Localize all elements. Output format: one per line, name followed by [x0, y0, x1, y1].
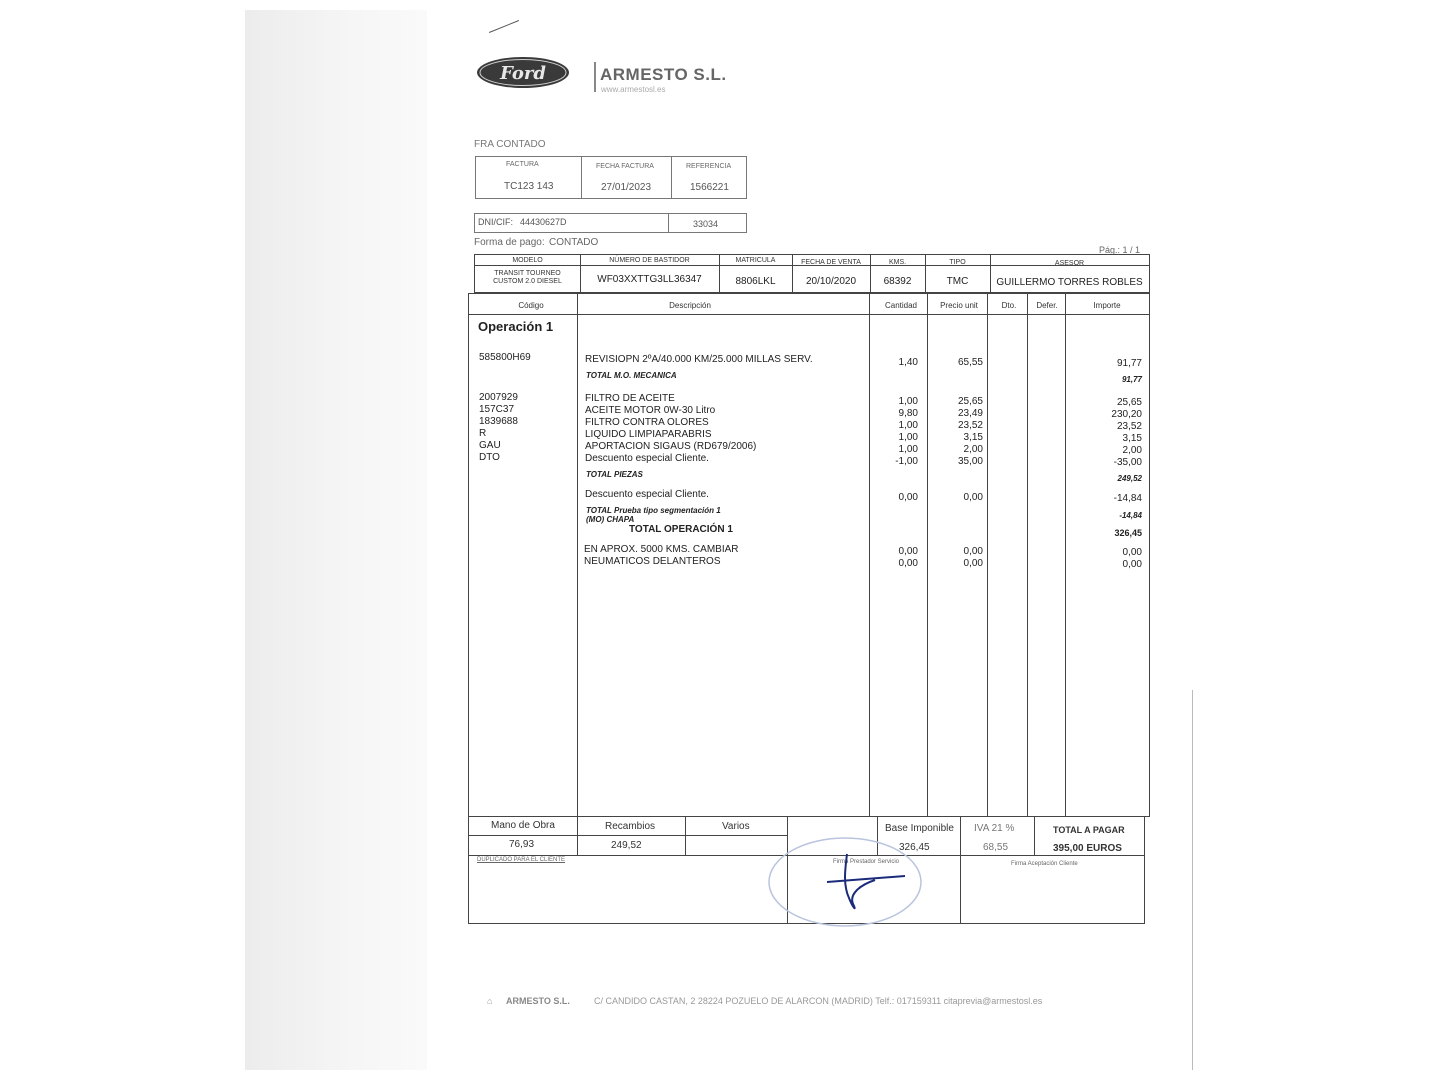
note-line2: NEUMATICOS DELANTEROS	[584, 556, 721, 567]
part-price: 2,00	[963, 444, 983, 455]
part-desc: FILTRO CONTRA OLORES	[585, 417, 709, 428]
line-desc: REVISIOPN 2ºA/40.000 KM/25.000 MILLAS SERV.	[585, 354, 813, 365]
dni-value: 44430627D	[520, 217, 567, 227]
page-number: Pág.: 1 / 1	[1099, 245, 1141, 255]
scan-edge	[1192, 690, 1193, 1070]
client-code: 33034	[693, 219, 719, 229]
col-defer: Defer.	[1036, 301, 1058, 310]
part-desc: ACEITE MOTOR 0W-30 Litro	[585, 405, 716, 416]
part-price: 23,49	[957, 408, 983, 419]
recambios-label: Recambios	[605, 821, 656, 832]
iva-label: IVA 21 %	[974, 823, 1015, 834]
total-label: TOTAL A PAGAR	[1053, 825, 1125, 835]
vehicle-table	[474, 254, 1150, 293]
iva-value: 68,55	[983, 842, 1009, 853]
footer-address: C/ CANDIDO CASTAN, 2 28224 POZUELO DE ALARCON (MADRID) Telf.: 017159311 citaprevia@armestosl.es	[594, 996, 1043, 1006]
total-piezas-amount: 249,52	[1117, 474, 1142, 483]
part-amount: -35,00	[1113, 457, 1142, 468]
invoice-type: FRA CONTADO	[474, 139, 546, 150]
note-qty: 0,00	[898, 558, 918, 569]
operation-title: Operación 1	[478, 319, 554, 334]
firma-cliente-label: Firma Aceptación Cliente	[1011, 861, 1078, 867]
part-price: 3,15	[963, 432, 983, 443]
payment-label: Forma de pago:	[474, 237, 545, 248]
part-code: 157C37	[479, 404, 515, 415]
client-box	[474, 213, 747, 233]
part-price: 35,00	[957, 456, 983, 467]
line-code: 585800H69	[479, 352, 531, 363]
sale-date-value: 20/10/2020	[805, 276, 857, 287]
discount-amount: -14,84	[1113, 493, 1142, 504]
col-bastidor: NÚMERO DE BASTIDOR	[609, 257, 690, 264]
col-modelo: MODELO	[512, 257, 543, 264]
part-amount: 23,52	[1116, 421, 1142, 432]
col-codigo: Código	[518, 301, 544, 310]
col-precio: Precio unit	[940, 301, 978, 310]
mano-obra-value: 76,93	[509, 839, 535, 850]
note-line1: EN APROX. 5000 KMS. CAMBIAR	[584, 544, 739, 555]
discount-desc: Descuento especial Cliente.	[585, 489, 709, 500]
dni-label: DNI/CIF:	[478, 217, 513, 227]
ford-logo	[476, 56, 570, 89]
part-amount: 230,20	[1111, 409, 1142, 420]
discount-price: 0,00	[963, 492, 983, 503]
part-code: R	[479, 428, 487, 439]
vin-value: WF03XXTTG3LL36347	[597, 274, 702, 285]
payment-value: CONTADO	[549, 237, 599, 248]
kms-value: 68392	[883, 276, 912, 287]
note-qty: 0,00	[898, 546, 918, 557]
fecha-label: FECHA FACTURA	[596, 163, 654, 170]
signature-stamp	[765, 830, 925, 930]
part-amount: 3,15	[1122, 433, 1142, 444]
part-code: 2007929	[479, 392, 518, 403]
company-name: ARMESTO S.L.	[600, 65, 727, 84]
firma-servicio-label: Firma Prestador Servicio	[833, 859, 900, 865]
scan-mark	[489, 20, 519, 33]
base-value: 326,45	[899, 842, 930, 853]
part-amount: 2,00	[1122, 445, 1142, 456]
part-desc: LIQUIDO LIMPIAPARABRIS	[585, 429, 712, 440]
scan-shadow	[245, 10, 427, 1070]
part-qty: 1,00	[898, 420, 918, 431]
footer-company: ARMESTO S.L.	[506, 996, 570, 1006]
line-qty: 1,40	[898, 357, 918, 368]
varios-label: Varios	[722, 821, 750, 832]
part-desc: FILTRO DE ACEITE	[585, 393, 675, 404]
part-qty: 1,00	[898, 396, 918, 407]
invoice-number: TC123 143	[504, 181, 554, 192]
total-value: 395,00 EUROS	[1053, 843, 1122, 854]
line-price: 65,55	[957, 357, 983, 368]
model-line1: TRANSIT TOURNEO	[494, 270, 561, 277]
col-asesor: ASESOR	[1054, 260, 1085, 267]
part-qty: 9,80	[898, 408, 918, 419]
total-operation-label: TOTAL OPERACIÓN 1	[629, 524, 733, 535]
note-price: 0,00	[963, 546, 983, 557]
invoice-date: 27/01/2023	[601, 182, 652, 193]
col-dto: Dto.	[1001, 301, 1017, 310]
part-code: GAU	[479, 440, 501, 451]
company-website: www.armestosl.es	[601, 85, 666, 94]
tipo-value: TMC	[946, 276, 969, 287]
advisor-value: GUILLERMO TORRES ROBLES	[996, 277, 1143, 288]
model-line2: CUSTOM 2.0 DIESEL	[493, 278, 562, 285]
total-mo-label: TOTAL M.O. MECANICA	[586, 371, 677, 380]
col-descripcion: Descripción	[669, 301, 711, 310]
note-amount: 0,00	[1122, 547, 1142, 558]
total-mo-amount: 91,77	[1121, 375, 1142, 384]
col-kms: KMS.	[888, 259, 907, 266]
invoice-box	[475, 156, 747, 199]
factura-label: FACTURA	[506, 161, 539, 168]
col-cantidad: Cantidad	[884, 301, 918, 310]
total-piezas-label: TOTAL PIEZAS	[586, 470, 643, 479]
part-qty: -1,00	[895, 456, 918, 467]
invoice-reference: 1566221	[690, 182, 729, 193]
col-matricula: MATRICULA	[735, 257, 776, 264]
ford-logo-text: Ford	[500, 63, 546, 84]
lines-table	[468, 293, 1150, 817]
mano-obra-label: Mano de Obra	[491, 820, 555, 831]
note-amount: 0,00	[1122, 559, 1142, 570]
total-operation-amount: 326,45	[1114, 528, 1142, 538]
note-price: 0,00	[963, 558, 983, 569]
referencia-label: REFERENCIA	[686, 163, 732, 170]
part-price: 25,65	[957, 396, 983, 407]
discount-qty: 0,00	[898, 492, 918, 503]
total-chapa-amount: -14,84	[1119, 511, 1142, 520]
part-code: 1839688	[479, 416, 518, 427]
col-fecha-venta: FECHA DE VENTA	[801, 259, 861, 266]
part-qty: 1,00	[898, 444, 918, 455]
part-price: 23,52	[957, 420, 983, 431]
brand-separator	[594, 62, 596, 92]
duplicate-label: DUPLICADO PARA EL CLIENTE	[477, 857, 566, 863]
total-chapa-label1: TOTAL Prueba tipo segmentación 1	[586, 506, 721, 515]
part-desc: Descuento especial Cliente.	[585, 453, 709, 464]
base-label: Base Imponible	[885, 823, 954, 834]
part-qty: 1,00	[898, 432, 918, 443]
footer-icon: ⌂	[487, 996, 493, 1006]
plate-value: 8806LKL	[735, 276, 776, 287]
part-desc: APORTACION SIGAUS (RD679/2006)	[585, 441, 757, 452]
part-code: DTO	[479, 452, 500, 463]
total-chapa-label2: (MO) CHAPA	[586, 515, 635, 524]
col-importe: Importe	[1093, 301, 1121, 310]
recambios-value: 249,52	[611, 840, 642, 851]
part-amount: 25,65	[1116, 397, 1142, 408]
line-amount: 91,77	[1116, 358, 1142, 369]
col-tipo: TIPO	[949, 259, 966, 266]
